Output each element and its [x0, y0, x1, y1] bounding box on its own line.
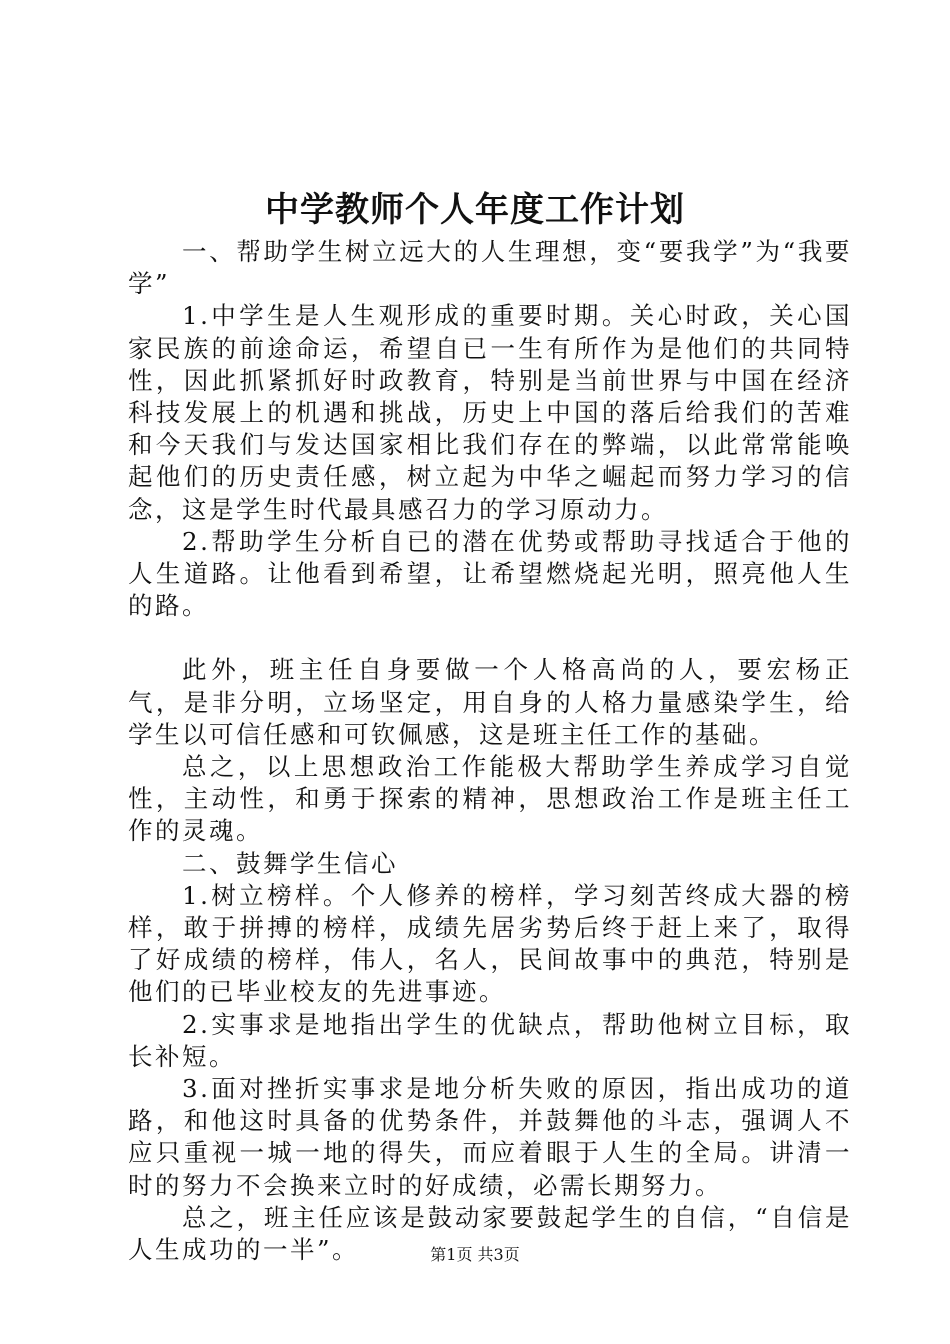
paragraph: 总之，班主任应该是鼓动家要鼓起学生的自信，“自信是人生成功的一半”。 — [128, 1202, 852, 1265]
document-title: 中学教师个人年度工作计划 — [265, 190, 685, 230]
paragraph: 此外，班主任自身要做一个人格高尚的人，要宏杨正气，是非分明，立场坚定，用自身的人格力量感染学生，给学生以可信任感和可钦佩感，这是班主任工作的基础。 — [128, 655, 852, 749]
paragraph: 2.帮助学生分析自已的潜在优势或帮助寻找适合于他的人生道路。让他看到希望，让希望燃烧起光明，照亮他人生的路。 — [128, 526, 852, 621]
paragraph: 1.树立榜样。个人修养的榜样，学习刻苦终成大器的榜样，敢于拼搏的榜样，成绩先居劣势后终于赶上来了，取得了好成绩的榜样，伟人，名人，民间故事中的典范，特别是他们的已毕业校友的先进事迹。 — [128, 880, 852, 1007]
paragraph-spacer — [128, 622, 852, 654]
paragraph: 2.实事求是地指出学生的优缺点，帮助他树立目标，取长补短。 — [128, 1009, 852, 1071]
document-body — [128, 236, 852, 1266]
section-heading-2: 二、鼓舞学生信心 — [182, 848, 398, 878]
paragraph: 3.面对挫折实事求是地分析失败的原因，指出成功的道路，和他这时具备的优势条件，并鼓舞他的斗志，强调人不应只重视一城一地的得失，而应着眼于人生的全局。讲清一时的努力不会换来立时的好成绩，必需长期努力。 — [128, 1074, 852, 1200]
section-heading-1: 一、帮助学生树立远大的人生理想，变“要我学”为“我要学” — [128, 237, 852, 299]
page-number-footer: 第1页 共3页 — [430, 1245, 520, 1264]
paragraph: 1.中学生是人生观形成的重要时期。关心时政，关心国家民族的前途命运，希望自已一生有所作为是他们的共同特性，因此抓紧抓好时政教育，特别是当前世界与中国在经济科技发展上的机遇和挑战，历史上中国的落后给我们的苦难和今天我们与发达国家相比我们存在的弊端，以此常常能唤起他们的历史责任感，树立起为中华之崛起而努力学习的信念，这是学生时代最具感召力的学习原动力。 — [128, 301, 852, 524]
paragraph: 总之，以上思想政治工作能极大帮助学生养成学习自觉性，主动性，和勇于探索的精神，思想政治工作是班主任工作的灵魂。 — [128, 752, 852, 846]
